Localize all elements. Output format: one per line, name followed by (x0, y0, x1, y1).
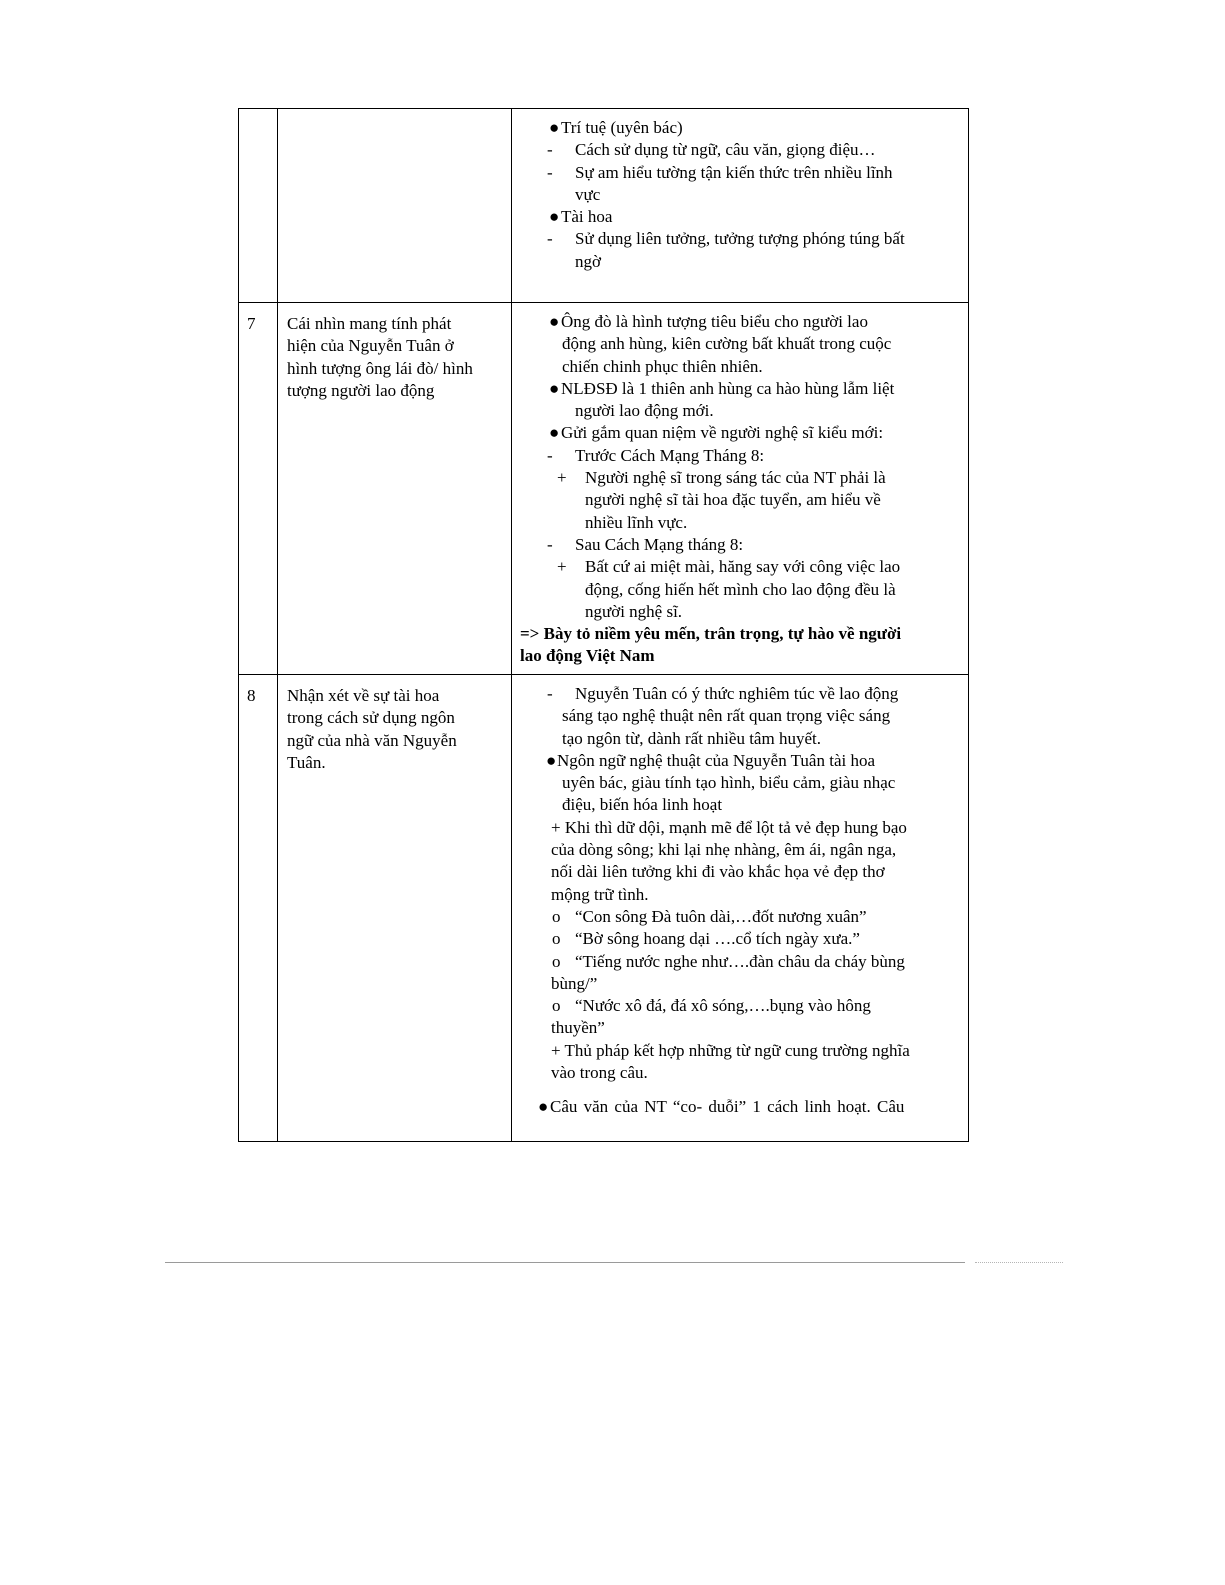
plus-item: + Người nghệ sĩ trong sáng tác của NT phải là (520, 467, 960, 489)
text-line: thuyền” (551, 1018, 605, 1038)
page-footer-rule (165, 1262, 965, 1263)
detail-content (512, 109, 968, 273)
text-line: nhiều lĩnh vực. (585, 512, 688, 532)
text-line: động anh hùng, kiên cường bất khuất trong cuộc (562, 334, 892, 354)
dash-icon: - (547, 140, 553, 160)
topic-line: ngữ của nhà văn Nguyễn (287, 730, 457, 750)
text-line: điệu, biến hóa linh hoạt (562, 795, 723, 815)
bullet-icon: ● (549, 423, 560, 443)
detail-content (512, 303, 968, 668)
circle-icon: o (552, 996, 561, 1016)
topic-line: Cái nhìn mang tính phát (287, 314, 452, 333)
text-line: vào trong câu. (551, 1063, 648, 1083)
row-number: 7 (247, 314, 256, 333)
dash-icon: - (547, 534, 553, 554)
number-cell (239, 675, 278, 1142)
text-line: tạo ngôn từ, dành rất nhiều tâm huyết. (562, 728, 821, 748)
bullet-item: ● Câu văn của NT “co- duỗi” 1 cách linh hoạt. Câu (520, 1096, 960, 1118)
bullet-item: ● Tài hoa (520, 206, 960, 228)
dash-icon: - (547, 162, 553, 182)
bullet-item: ● Ngôn ngữ nghệ thuật của Nguyễn Tuân tài hoa (520, 750, 960, 772)
topic-cell (278, 303, 512, 675)
text-line: vực (575, 184, 601, 204)
detail-cell (512, 675, 969, 1142)
text-line: uyên bác, giàu tính tạo hình, biểu cảm, giàu nhạc (562, 773, 896, 793)
dash-icon: - (547, 684, 553, 703)
bullet-item: ● Ông đò là hình tượng tiêu biểu cho người lao (520, 311, 960, 333)
dash-item: - Sử dụng liên tưởng, tưởng tượng phóng túng bất (520, 228, 960, 250)
topic-cell (278, 109, 512, 303)
table-row (239, 109, 969, 303)
dash-item: - Sau Cách Mạng tháng 8: (520, 534, 960, 556)
circle-item: o “Bờ sông hoang dại ….cổ tích ngày xưa.” (520, 928, 960, 950)
conclusion-line: lao động Việt Nam (520, 646, 655, 666)
text-line: người nghệ sĩ. (585, 601, 683, 621)
text-line: ngờ (575, 251, 601, 271)
bullet-icon: ● (549, 118, 560, 137)
table-row (239, 675, 969, 1142)
detail-cell (512, 303, 969, 675)
bullet-icon: ● (546, 750, 557, 770)
dash-item: - Trước Cách Mạng Tháng 8: (520, 445, 960, 467)
dash-item: - Cách sử dụng từ ngữ, câu văn, giọng điệu… (520, 139, 960, 161)
circle-item: o “Tiếng nước nghe như….đàn châu da cháy bùng (520, 951, 960, 973)
circle-icon: o (552, 929, 561, 949)
dash-icon: - (547, 445, 553, 465)
text-line: động, cống hiến hết mình cho lao động đều là (585, 579, 896, 599)
detail-content (512, 675, 968, 1119)
text-line: + Thủ pháp kết hợp những từ ngữ cung trường nghĩa (551, 1040, 910, 1060)
text-line: bùng/” (551, 973, 598, 993)
dash-icon: - (547, 229, 553, 249)
topic-text (278, 675, 511, 774)
topic-line: trong cách sử dụng ngôn (287, 708, 455, 728)
topic-line: tượng người lao động (287, 380, 435, 400)
bullet-icon: ● (549, 378, 560, 398)
plus-icon: + (557, 557, 567, 577)
bullet-item: ● NLĐSĐ là 1 thiên anh hùng ca hào hùng lẫm liệt (520, 378, 960, 400)
text-line: chiến chinh phục thiên nhiên. (562, 356, 763, 376)
text-line: sáng tạo nghệ thuật nên rất quan trọng việc sáng (562, 706, 891, 726)
number-cell (239, 303, 278, 675)
conclusion-line: => Bày tỏ niềm yêu mến, trân trọng, tự hào về người (520, 624, 902, 644)
bullet-icon: ● (538, 1097, 549, 1117)
text-line: nối dài liên tưởng khi đi vào khắc họa vẻ đẹp thơ (551, 862, 885, 882)
text-line: mộng trữ tình. (551, 884, 649, 904)
number-cell (239, 109, 278, 303)
plus-item: + Bất cứ ai miệt mài, hăng say với công việc lao (520, 556, 960, 578)
bullet-item: ● Trí tuệ (uyên bác) (520, 117, 960, 139)
topic-line: Nhận xét về sự tài hoa (287, 686, 440, 705)
content-table (238, 108, 969, 1142)
topic-text (278, 303, 511, 402)
dash-item: - Sự am hiểu tường tận kiến thức trên nhiều lĩnh (520, 162, 960, 184)
row-number: 8 (247, 686, 256, 705)
topic-line: hiện của Nguyễn Tuân ở (287, 336, 454, 356)
text-line: của dòng sông; khi lại nhẹ nhàng, êm ái, ngân nga, (551, 840, 897, 860)
circle-icon: o (552, 951, 561, 971)
bullet-icon: ● (549, 312, 560, 331)
detail-cell (512, 109, 969, 303)
topic-line: hình tượng ông lái đò/ hình (287, 358, 473, 378)
circle-icon: o (552, 906, 561, 926)
bullet-icon: ● (549, 207, 560, 227)
text-line: người nghệ sĩ tài hoa đặc tuyển, am hiểu về (585, 490, 881, 510)
circle-item: o “Nước xô đá, đá xô sóng,….bụng vào hông (520, 995, 960, 1017)
circle-item: o “Con sông Đà tuôn dài,…đốt nương xuân” (520, 906, 960, 928)
bullet-item: ● Gửi gắm quan niệm về người nghệ sĩ kiểu mới: (520, 422, 960, 444)
page-footer-rule-tail (975, 1262, 1063, 1263)
dash-item: - Nguyễn Tuân có ý thức nghiêm túc về lao động (520, 683, 960, 705)
plus-icon: + (557, 468, 567, 488)
text-line: + Khi thì dữ dội, mạnh mẽ để lột tả vẻ đẹp hung bạo (551, 817, 907, 837)
table-row (239, 303, 969, 675)
topic-cell (278, 675, 512, 1142)
text-line: người lao động mới. (575, 401, 714, 421)
topic-line: Tuân. (287, 752, 326, 772)
